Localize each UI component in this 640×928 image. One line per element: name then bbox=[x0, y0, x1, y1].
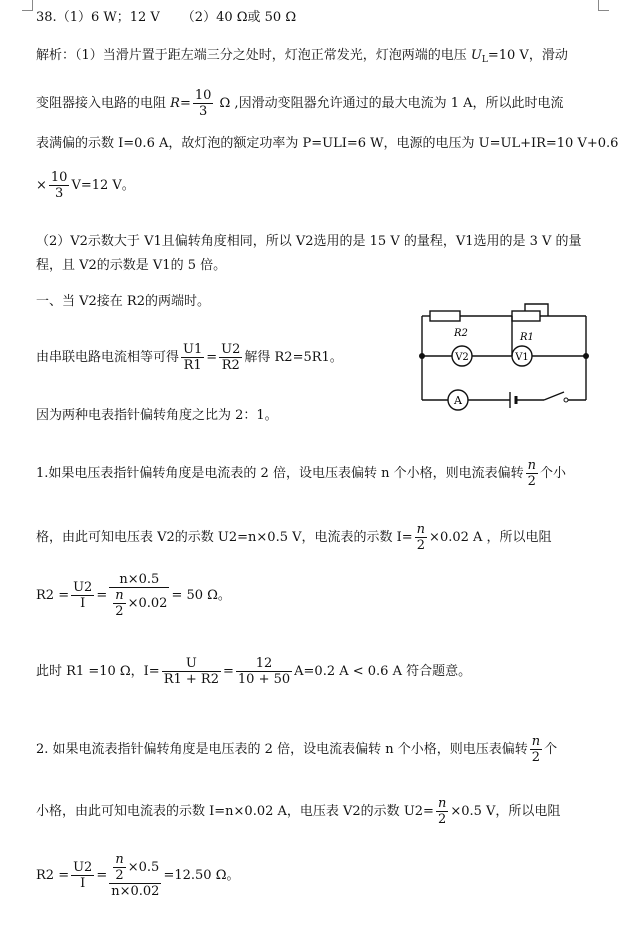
frac-num: n bbox=[527, 458, 536, 473]
answer-part2: （2）40 Ω或 50 Ω bbox=[181, 10, 297, 25]
label-v1: V1 bbox=[515, 352, 529, 363]
answer-part1: （1）6 W；12 V bbox=[56, 10, 160, 25]
frac-den: I bbox=[80, 596, 86, 611]
c1-line1 bbox=[36, 454, 566, 494]
text: V=12 V。 bbox=[71, 178, 135, 193]
c2-r2-equation: R2 = $\frac{U2}{I}$ = $\frac{n}{2}$ ×0.5 n×0.02 =12.50 Ω。 bbox=[36, 852, 240, 899]
frac-den: 2 bbox=[115, 868, 124, 883]
sub-l: L bbox=[481, 55, 488, 65]
corner-mark-right bbox=[598, 0, 609, 11]
frac-num: U1 bbox=[183, 342, 203, 357]
text: 变阻器接入电路的电阻 bbox=[36, 96, 171, 111]
resistor-r2 bbox=[430, 311, 460, 321]
frac-u2-i bbox=[71, 580, 94, 611]
answer-line bbox=[36, 8, 296, 28]
rheostat-slider bbox=[525, 304, 548, 316]
switch bbox=[544, 392, 564, 400]
frac-den: R2 bbox=[221, 358, 240, 373]
label-r2: R2 bbox=[454, 328, 468, 339]
question-number: 38. bbox=[36, 10, 57, 25]
junction-dot-left bbox=[419, 353, 425, 359]
case-title bbox=[36, 292, 210, 312]
text: 1.如果电压表指针偏转角度是电流表的 2 倍，设电压表偏转 n 个小格，则电流表偏转 bbox=[36, 466, 524, 481]
rheostat-r1 bbox=[512, 311, 540, 321]
c2-line2 bbox=[36, 792, 560, 832]
frac-u2-r2 bbox=[219, 342, 242, 373]
text: 表满偏的示数 I=0.6 A，故灯泡的额定功率为 P=ULI=6 W，电源的电压为 U=UL+IR=10 V+0.6 bbox=[36, 136, 619, 151]
fraction-10-3b bbox=[49, 170, 70, 201]
label-v2: V2 bbox=[455, 352, 469, 363]
corner-mark-left bbox=[22, 0, 33, 11]
c1-check: 此时 R1 =10 Ω，I= $\frac{U}{R1 + R2}$ = $\frac{12}{10 + 50}$ A=0.2 A < 0.6 A 符合题意。 bbox=[36, 656, 472, 687]
frac-num: 10 bbox=[194, 88, 212, 103]
frac-den: 2 bbox=[531, 750, 541, 765]
frac-num: 10 bbox=[50, 170, 68, 185]
frac-den: 2 bbox=[437, 812, 447, 827]
text: R2 = bbox=[36, 868, 70, 883]
text: 解析：（1）当滑片置于距左端三分之处时，灯泡正常发光，灯泡两端的电压 bbox=[36, 48, 471, 63]
sol1-line1 bbox=[36, 46, 568, 70]
var-u: U bbox=[470, 48, 482, 63]
text: 程，且 V2的示数是 V1的 5 倍。 bbox=[36, 258, 227, 273]
frac-den: 3 bbox=[55, 186, 64, 201]
text: 个小 bbox=[539, 466, 566, 481]
frac-den: n×0.02 bbox=[111, 884, 160, 899]
frac-u1-r1 bbox=[181, 342, 204, 373]
frac-num: n×0.5 bbox=[109, 572, 169, 588]
ratio-line bbox=[36, 406, 278, 426]
text: ×0.5 bbox=[127, 860, 160, 875]
frac-den: 2 bbox=[527, 474, 536, 489]
frac-num: U2 bbox=[73, 860, 93, 875]
c1-r2-equation: R2 = $\frac{U2}{I}$ = n×0.5 $\frac{n}{2}$ ×0.02 = 50 Ω。 bbox=[36, 572, 231, 619]
frac-num: n bbox=[416, 522, 426, 537]
c2-line1 bbox=[36, 730, 557, 770]
frac-den: I bbox=[80, 876, 86, 891]
text: ×0.02 A ，所以电阻 bbox=[429, 530, 552, 545]
text: 个 bbox=[544, 742, 558, 757]
frac-num: 12 bbox=[236, 656, 292, 672]
switch-contact bbox=[564, 398, 568, 402]
frac-den: 2 bbox=[416, 538, 425, 553]
text: ×0.5 V，所以电阻 bbox=[450, 804, 561, 819]
text: 此时 R1 =10 Ω，I= bbox=[36, 664, 160, 679]
frac-u-r bbox=[162, 656, 221, 687]
text: = 50 Ω。 bbox=[171, 588, 231, 603]
sol1-line2 bbox=[36, 84, 564, 124]
text: 解得 R2=5R1。 bbox=[244, 350, 343, 365]
label-a: A bbox=[454, 394, 462, 407]
var-r: R bbox=[170, 96, 180, 111]
frac-den: 10 + 50 bbox=[237, 672, 291, 687]
frac-den: 3 bbox=[198, 104, 208, 119]
text: 由串联电路电流相等可得 bbox=[36, 350, 180, 365]
frac-n-2 bbox=[526, 458, 538, 489]
text: ×0.02 bbox=[127, 596, 168, 611]
frac-num: U bbox=[162, 656, 221, 672]
frac-nested bbox=[109, 572, 169, 619]
frac-num: U2 bbox=[221, 342, 241, 357]
fraction-10-3 bbox=[193, 88, 214, 119]
frac-num: n bbox=[437, 796, 447, 811]
frac-n-2f bbox=[113, 852, 125, 883]
frac-n-2c bbox=[113, 588, 125, 619]
frac-den bbox=[109, 588, 169, 619]
text: =10 V，滑动 bbox=[487, 48, 568, 63]
text: 2. 如果电流表指针偏转角度是电压表的 2 倍，设电流表偏转 n 个小格，则电压表偏转 bbox=[36, 742, 528, 757]
text: （2）V2示数大于 V1且偏转角度相同，所以 V2选用的是 15 V 的量程，V1选用的是 3 V 的量 bbox=[36, 234, 582, 249]
frac-12-60 bbox=[236, 656, 292, 687]
frac-num: U2 bbox=[73, 580, 93, 595]
sol2-line1 bbox=[36, 232, 582, 252]
text: = bbox=[179, 96, 191, 111]
frac-num: n bbox=[531, 734, 541, 749]
frac-n-2e bbox=[436, 796, 448, 827]
sol1-line4 bbox=[36, 166, 135, 206]
series-equation: 由串联电路电流相等可得 $\frac{U1}{R1}$ = $\frac{U2}{R2}$ 解得 R2=5R1。 bbox=[36, 342, 343, 373]
sol1-line3 bbox=[36, 134, 618, 154]
text: 因为两种电表指针偏转角度之比为 2：1。 bbox=[36, 408, 278, 423]
sol2-line2 bbox=[36, 256, 226, 276]
circuit-diagram bbox=[412, 302, 596, 416]
text: R2 = bbox=[36, 588, 70, 603]
c1-line2 bbox=[36, 518, 552, 558]
frac-den: 2 bbox=[115, 604, 124, 619]
text: A=0.2 A < 0.6 A 符合题意。 bbox=[294, 664, 472, 679]
frac-num: n bbox=[115, 588, 124, 603]
junction-dot-right bbox=[583, 353, 589, 359]
text: 格，由此可知电压表 V2的示数 U2=n×0.5 V，电流表的示数 I= bbox=[36, 530, 413, 545]
label-r1: R1 bbox=[520, 332, 534, 343]
frac-num: n bbox=[115, 852, 124, 867]
frac-nested-2 bbox=[109, 852, 161, 899]
text: 一、当 V2接在 R2的两端时。 bbox=[36, 294, 210, 309]
text: =12.50 Ω。 bbox=[163, 868, 240, 883]
frac-den: R1 + R2 bbox=[163, 672, 219, 687]
text: 小格，由此可知电流表的示数 I=n×0.02 A，电压表 V2的示数 U2= bbox=[36, 804, 434, 819]
frac-den: R1 bbox=[183, 358, 202, 373]
frac-u2-i-2 bbox=[71, 860, 94, 891]
frac-n-2b bbox=[415, 522, 427, 553]
text: × bbox=[36, 178, 47, 193]
frac-n-2d bbox=[530, 734, 542, 765]
frac-num bbox=[109, 852, 161, 884]
text: Ω ,因滑动变阻器允许通过的最大电流为 1 A，所以此时电流 bbox=[215, 96, 564, 111]
